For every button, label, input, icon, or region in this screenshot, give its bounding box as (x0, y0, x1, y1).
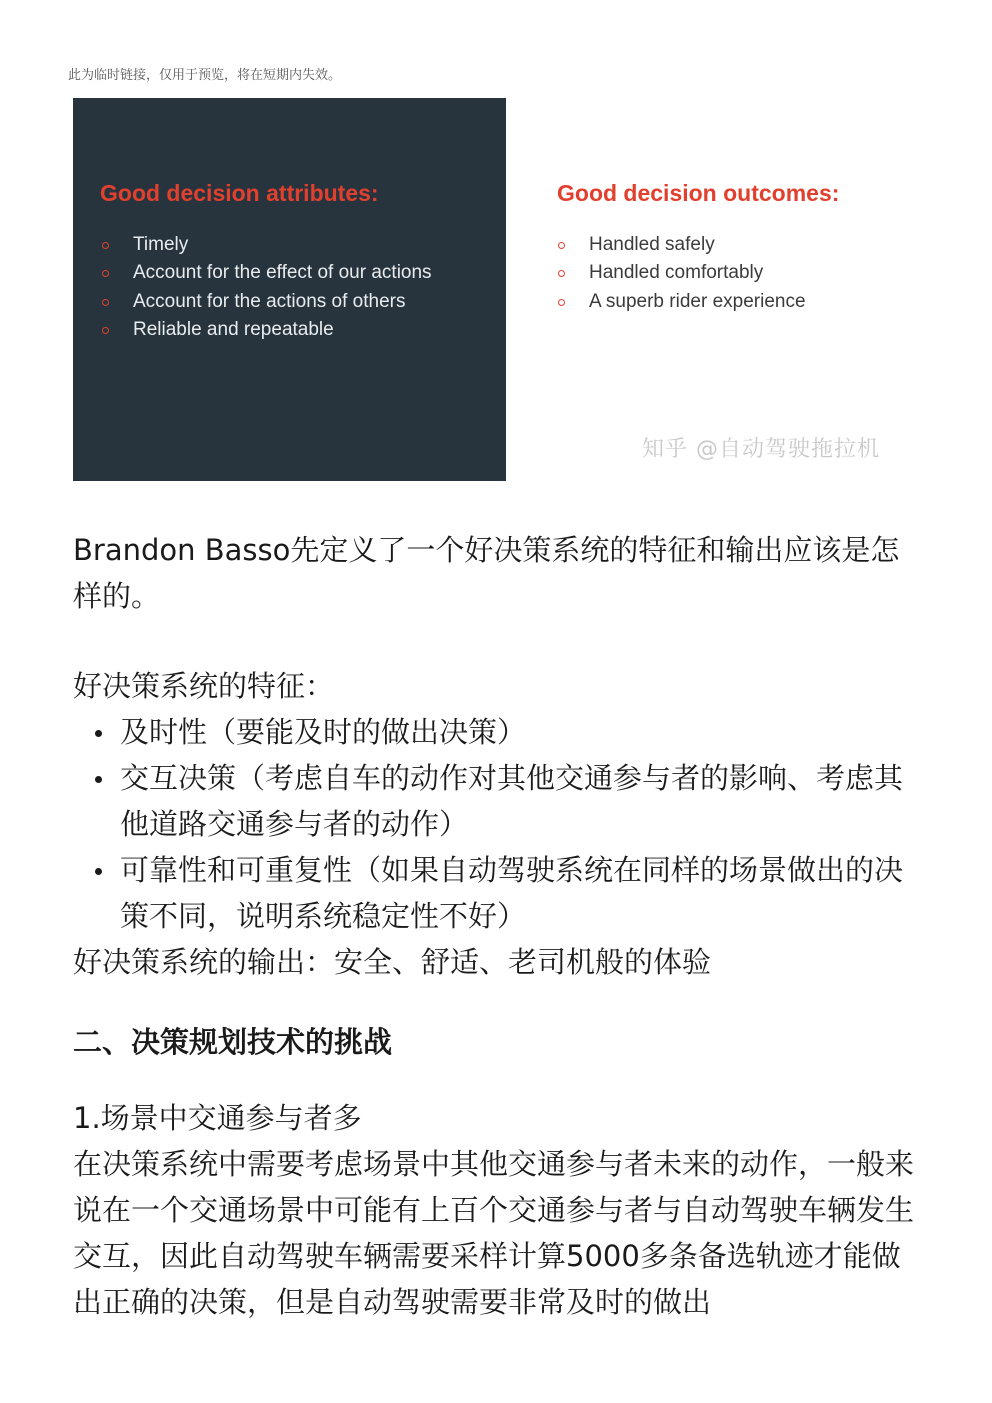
outputs-paragraph: 好决策系统的输出：安全、舒适、老司机般的体验 (73, 945, 712, 979)
circle-bullet-icon (558, 242, 565, 249)
article-body (73, 527, 921, 1325)
circle-bullet-icon (558, 270, 565, 277)
features-label: 好决策系统的特征： (73, 669, 335, 703)
temporary-link-notice: 此为临时链接，仅用于预览，将在短期内失效。 (68, 68, 342, 83)
feature-text: 及时性（要能及时的做出决策） (120, 715, 527, 749)
intro-paragraph: Brandon Basso先定义了一个好决策系统的特征和输出应该是怎样的。 (73, 533, 900, 613)
circle-bullet-icon (102, 327, 109, 334)
zhihu-watermark: 知乎 @自动驾驶拖拉机 (642, 437, 880, 462)
feature-item (73, 847, 921, 939)
outcome-text: Handled safely (589, 234, 715, 255)
attributes-panel (73, 98, 506, 481)
outcome-text: A superb rider experience (589, 290, 806, 312)
attribute-text: Timely (133, 234, 189, 255)
circle-bullet-icon (102, 242, 109, 249)
outcome-item (557, 259, 806, 287)
attribute-item (101, 231, 432, 259)
features-list (73, 709, 921, 939)
outcomes-list (557, 231, 806, 316)
circle-bullet-icon (102, 299, 109, 306)
feature-item (73, 755, 921, 847)
feature-text: 交互决策（考虑自车的动作对其他交通参与者的影响、考虑其他道路交通参与者的动作） (120, 761, 904, 841)
attributes-title: Good decision attributes: (100, 180, 379, 206)
attribute-text: Account for the actions of others (133, 290, 406, 312)
bullet-icon (95, 776, 102, 783)
feature-text: 可靠性和可重复性（如果自动驾驶系统在同样的场景做出的决策不同，说明系统稳定性不好） (120, 853, 904, 933)
attribute-item (101, 259, 432, 287)
attribute-text: Account for the effect of our actions (133, 262, 432, 284)
body-paragraph: 在决策系统中需要考虑场景中其他交通参与者未来的动作，一般来说在一个交通场景中可能有上百个交通参与者与自动驾驶车辆发生交互，因此自动驾驶车辆需要采样计算5000多条备选轨迹才能做出正确的决策，但是自动驾驶需要非常及时的做出 (73, 1147, 915, 1319)
attribute-text: Reliable and repeatable (133, 318, 334, 340)
outcomes-title: Good decision outcomes: (557, 180, 840, 206)
outcomes-panel (506, 98, 918, 481)
bullet-icon (95, 868, 102, 875)
attributes-list (101, 231, 432, 344)
subsection-heading: 1.场景中交通参与者多 (73, 1101, 362, 1135)
outcome-item (557, 288, 806, 316)
circle-bullet-icon (558, 299, 565, 306)
attribute-item (101, 316, 432, 344)
feature-item (73, 709, 921, 755)
bullet-icon (95, 730, 102, 737)
outcome-text: Handled comfortably (589, 262, 764, 284)
section-heading: 二、决策规划技术的挑战 (73, 1025, 393, 1059)
outcome-item (557, 231, 806, 259)
circle-bullet-icon (102, 270, 109, 277)
attribute-item (101, 288, 432, 316)
slide-image (73, 98, 918, 481)
